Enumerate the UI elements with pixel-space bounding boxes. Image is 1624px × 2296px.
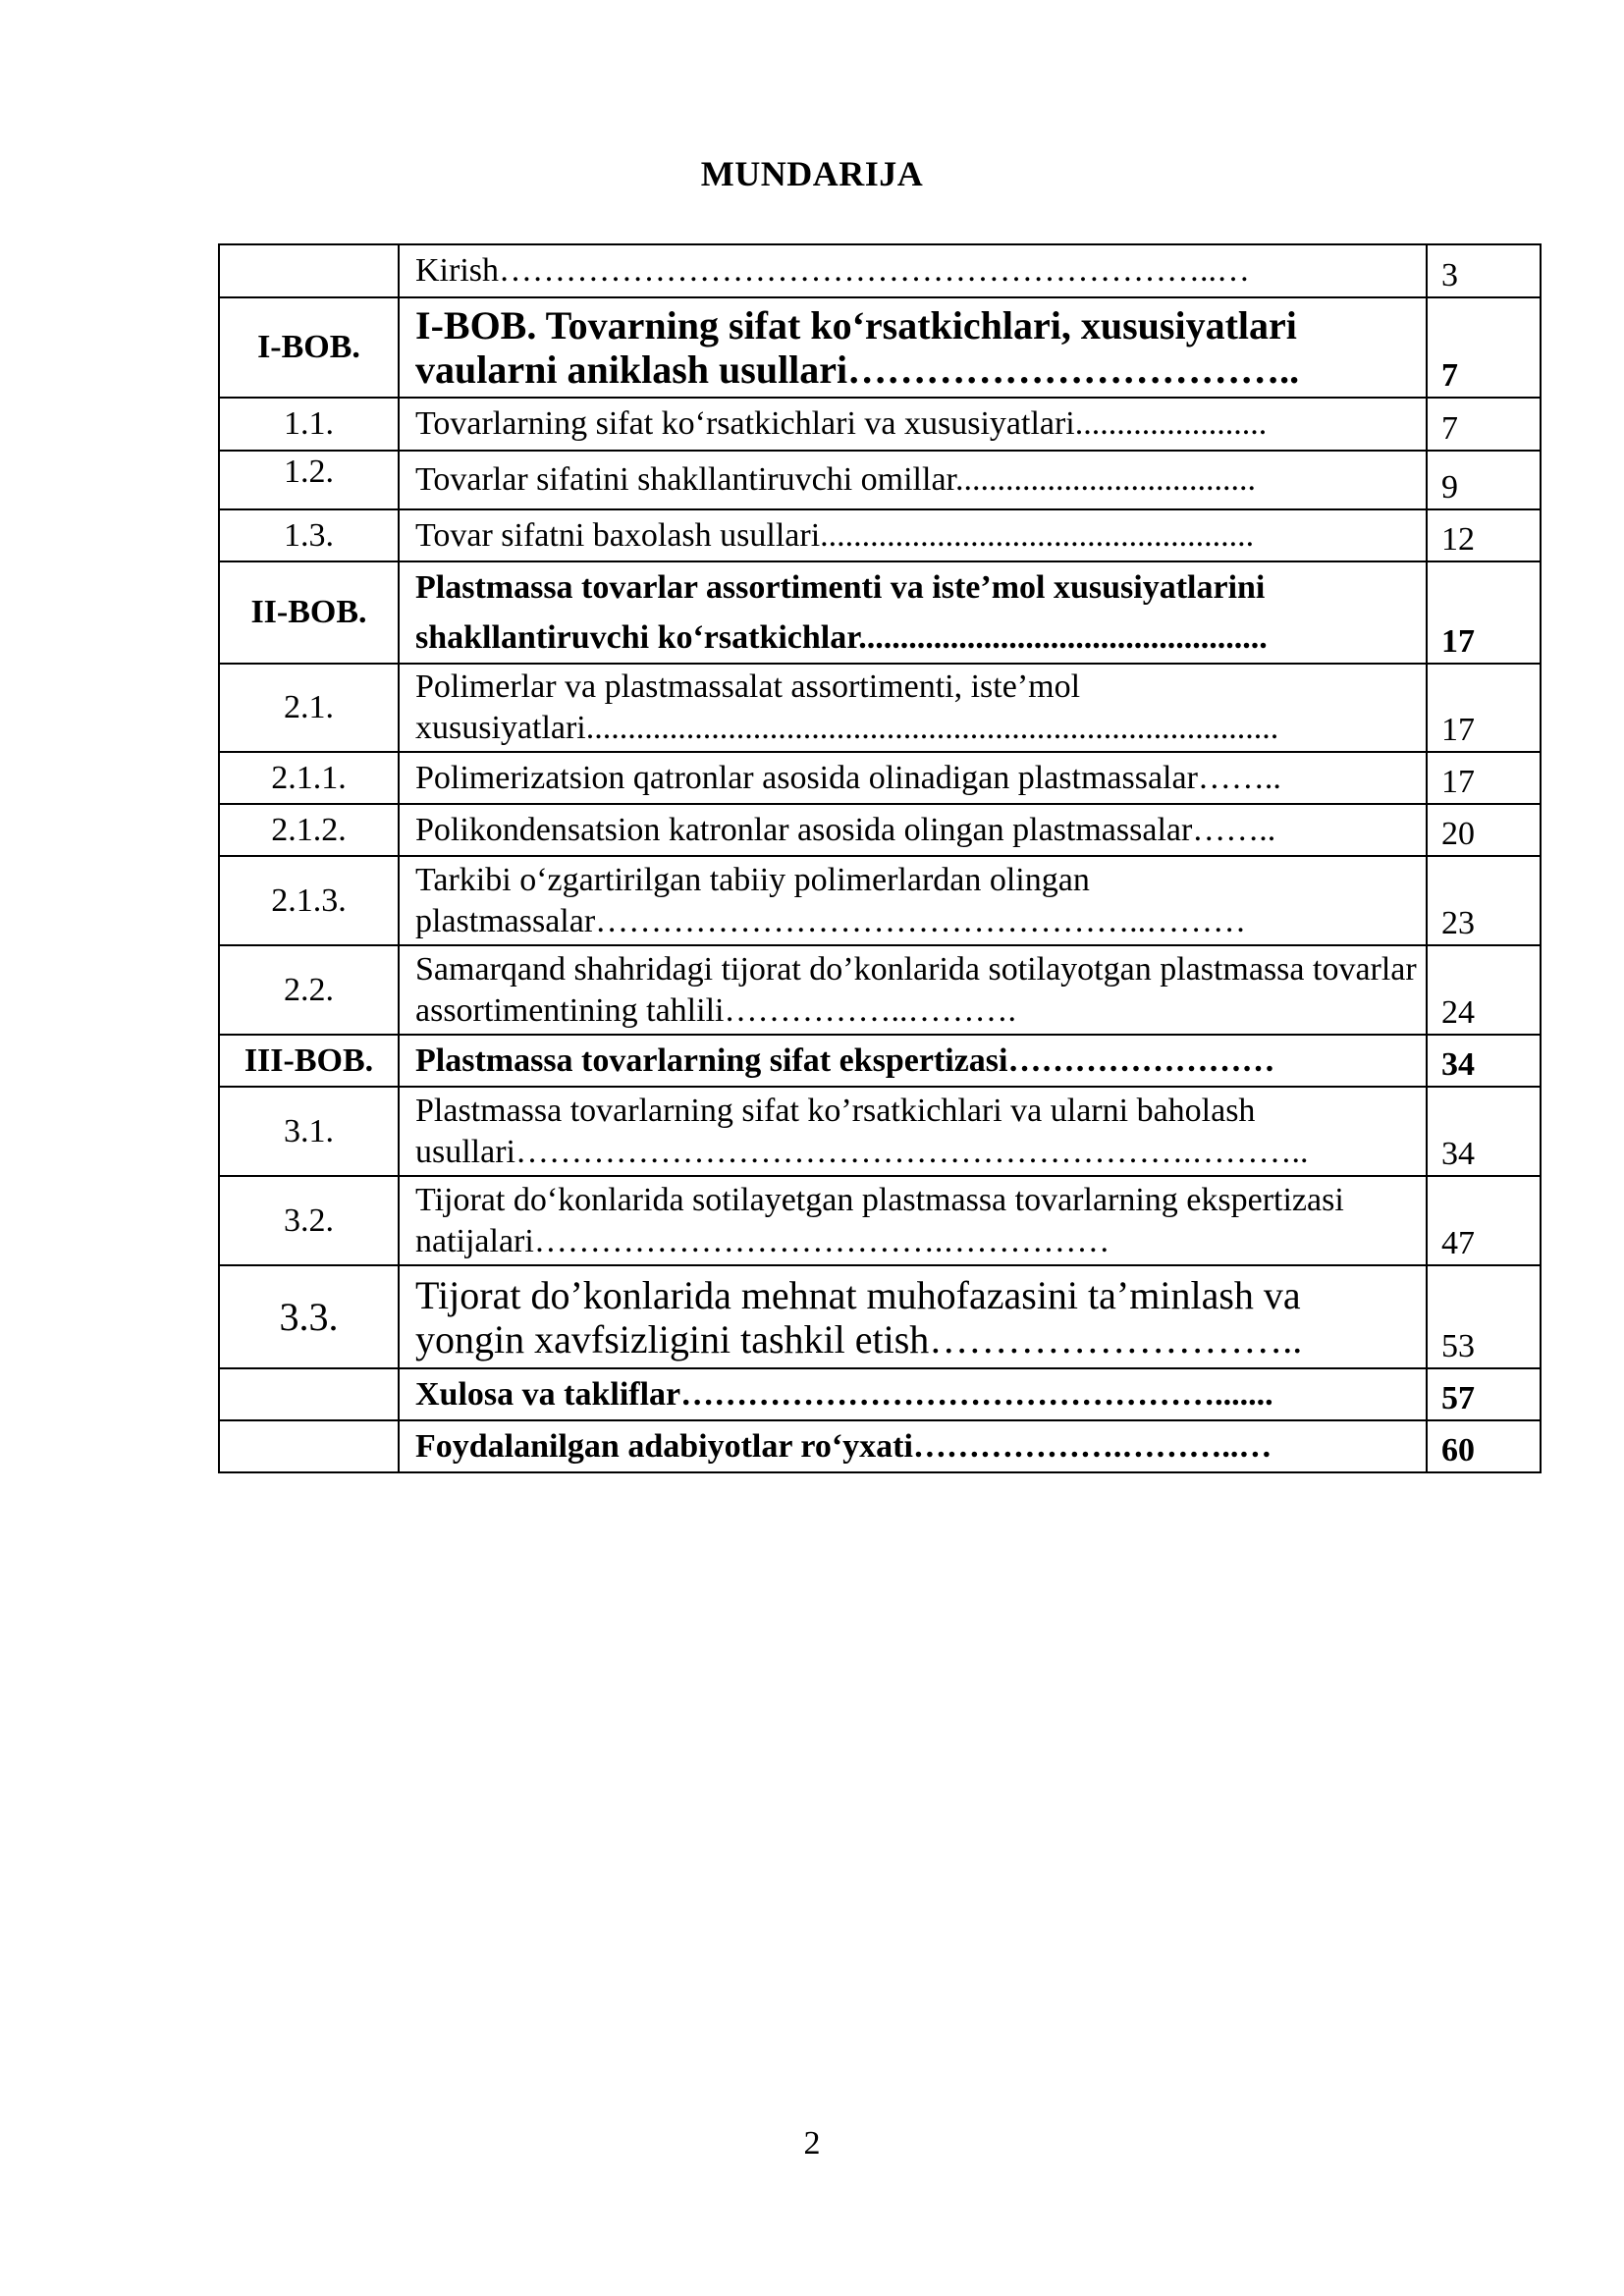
toc-entry-title: Tijorat do‘konlarida sotilayetgan plastmassa tovarlarning ekspertizasi natijalari……………………………….…………… <box>399 1176 1427 1265</box>
toc-page-number: 23 <box>1427 856 1541 945</box>
toc-page-number: 17 <box>1427 561 1541 664</box>
toc-page-number: 47 <box>1427 1176 1541 1265</box>
toc-page-number: 7 <box>1427 297 1541 398</box>
toc-row <box>219 1035 1541 1087</box>
page-number: 2 <box>803 2125 821 2162</box>
toc-entry-title: Tovar sifatni baxolash usullari.................................................... <box>399 509 1427 561</box>
toc-chapter-number: III-BOB. <box>219 1035 399 1087</box>
toc-page-number: 3 <box>1427 244 1541 297</box>
toc-entry-title: Tovarlarning sifat ko‘rsatkichlari va xususiyatlari....................... <box>399 398 1427 451</box>
toc-chapter-title: Plastmassa tovarlarning sifat ekspertizasi…………………… <box>399 1035 1427 1087</box>
toc-row <box>219 561 1541 664</box>
toc-row <box>219 856 1541 945</box>
toc-section-number: 2.1. <box>219 664 399 752</box>
toc-section-number <box>219 1420 399 1472</box>
toc-entry-title: Polimerlar va plastmassalat assortimenti, iste’mol xususiyatlari................................................................................... <box>399 664 1427 752</box>
toc-entry-title: Plastmassa tovarlarning sifat ko’rsatkichlari va ularni baholash usullari…………………………………………………….……….. <box>399 1087 1427 1176</box>
toc-row <box>219 1368 1541 1420</box>
toc-row <box>219 398 1541 451</box>
toc-section-number: 1.1. <box>219 398 399 451</box>
toc-page-number: 60 <box>1427 1420 1541 1472</box>
toc-row <box>219 509 1541 561</box>
toc-chapter-title: Plastmassa tovarlar assortimenti va iste’mol xususiyatlarini shakllantiruvchi ko‘rsatkichlar................................................. <box>399 561 1427 664</box>
toc-section-number: 2.2. <box>219 945 399 1035</box>
toc-section-number <box>219 1368 399 1420</box>
toc-chapter-number: II-BOB. <box>219 561 399 664</box>
toc-page-number: 34 <box>1427 1087 1541 1176</box>
toc-page-number: 53 <box>1427 1265 1541 1368</box>
toc-section-number: 1.2. <box>219 451 399 509</box>
toc-section-number: 2.1.1. <box>219 752 399 804</box>
toc-section-number: 3.3. <box>219 1265 399 1368</box>
toc-entry-title: Tijorat do’konlarida mehnat muhofazasini ta’minlash va yongin xavfsizligini tashkil etish……………………….. <box>399 1265 1427 1368</box>
toc-row <box>219 1420 1541 1472</box>
toc-page-number: 17 <box>1427 664 1541 752</box>
toc-chapter-title: I-BOB. Tovarning sifat ko‘rsatkichlari, xususiyatlari vaularni aniklash usullari…………………………….. <box>399 297 1427 398</box>
toc-page-number: 20 <box>1427 804 1541 856</box>
toc-entry-title: Polimerizatsion qatronlar asosida olinadigan plastmassalar…….. <box>399 752 1427 804</box>
toc-row <box>219 1265 1541 1368</box>
toc-row <box>219 1176 1541 1265</box>
toc-entry-title: Tarkibi o‘zgartirilgan tabiiy polimerlardan olingan plastmassalar…………………………………………..……… <box>399 856 1427 945</box>
toc-entry-title: Kirish………………………………………………………..… <box>399 244 1427 297</box>
toc-row <box>219 1087 1541 1176</box>
toc-row <box>219 297 1541 398</box>
toc-entry-title: Tovarlar sifatini shakllantiruvchi omillar.................................... <box>399 451 1427 509</box>
toc-section-number: 2.1.2. <box>219 804 399 856</box>
toc-entry-title: Polikondensatsion katronlar asosida olingan plastmassalar…….. <box>399 804 1427 856</box>
toc-row <box>219 244 1541 297</box>
toc-row <box>219 804 1541 856</box>
table-of-contents <box>218 243 1542 1473</box>
toc-section-number: 3.1. <box>219 1087 399 1176</box>
toc-row <box>219 945 1541 1035</box>
toc-entry-title: Samarqand shahridagi tijorat do’konlarida sotilayotgan plastmassa tovarlar assortimentining tahlili……………..………. <box>399 945 1427 1035</box>
toc-page-number: 7 <box>1427 398 1541 451</box>
toc-section-number <box>219 244 399 297</box>
toc-page-number: 12 <box>1427 509 1541 561</box>
toc-page-number: 34 <box>1427 1035 1541 1087</box>
toc-section-number: 3.2. <box>219 1176 399 1265</box>
toc-section-number: 2.1.3. <box>219 856 399 945</box>
toc-page-number: 57 <box>1427 1368 1541 1420</box>
toc-page-number: 9 <box>1427 451 1541 509</box>
toc-section-number: 1.3. <box>219 509 399 561</box>
page-title: MUNDARIJA <box>700 154 924 193</box>
toc-page-number: 17 <box>1427 752 1541 804</box>
toc-page-number: 24 <box>1427 945 1541 1035</box>
toc-entry-title: Xulosa va takliflar…………………………………………....... <box>399 1368 1427 1420</box>
toc-entry-title: Foydalanilgan adabiyotlar ro‘yxati……………….………..… <box>399 1420 1427 1472</box>
toc-row <box>219 664 1541 752</box>
toc-row <box>219 752 1541 804</box>
toc-row <box>219 451 1541 509</box>
toc-chapter-number: I-BOB. <box>219 297 399 398</box>
